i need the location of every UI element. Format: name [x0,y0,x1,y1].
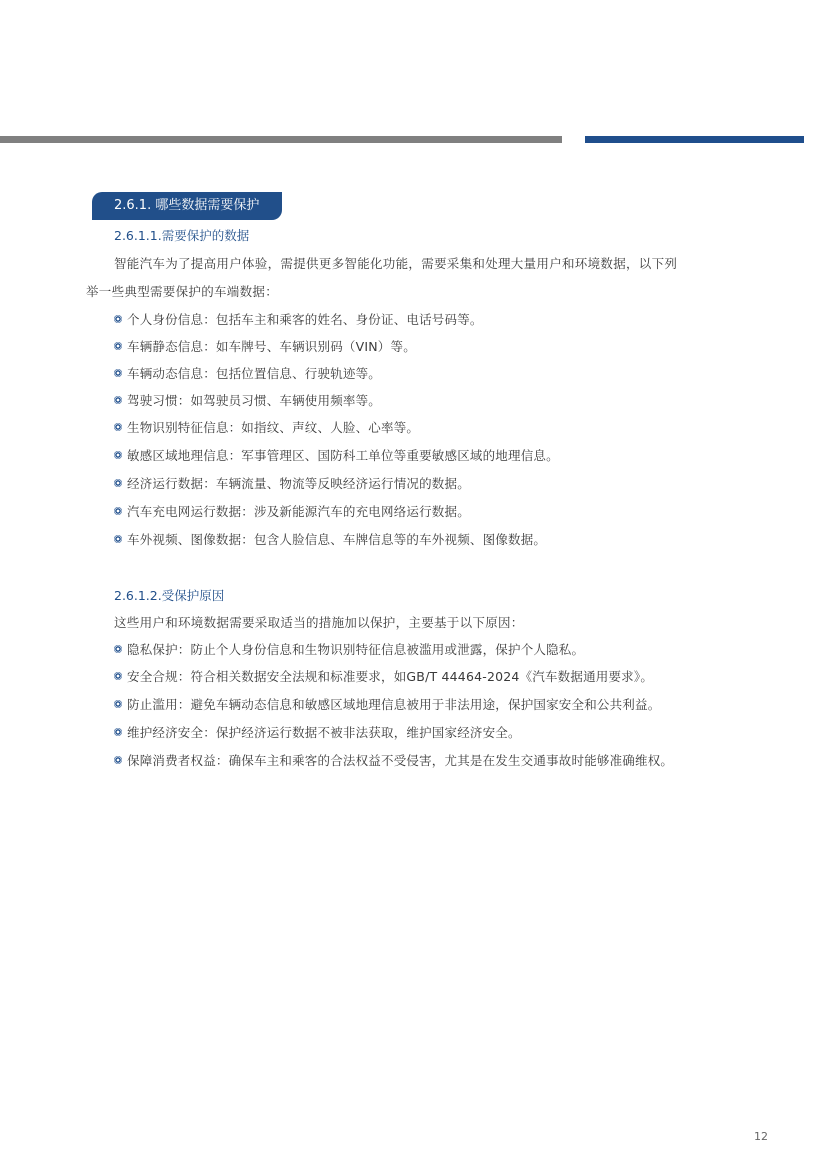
subsection-heading-2: 2.6.1.2.受保护原因 [114,588,225,603]
bullet-icon [114,396,122,404]
bullet-icon [114,535,122,543]
list-item: 车辆静态信息：如车牌号、车辆识别码（VIN）等。 [114,337,416,355]
bullet-icon [114,423,122,431]
bullet-icon [114,479,122,487]
list-item: 车辆动态信息：包括位置信息、行驶轨迹等。 [114,364,381,382]
bullet-icon [114,700,122,708]
header-gray-bar [0,136,562,143]
bullet-icon [114,672,122,680]
section-title: 2.6.1. 哪些数据需要保护 [92,192,282,220]
bullet-icon [114,369,122,377]
list-item: 汽车充电网运行数据：涉及新能源汽车的充电网络运行数据。 [114,502,470,520]
bullet-icon [114,728,122,736]
list-item: 个人身份信息：包括车主和乘客的姓名、身份证、电话号码等。 [114,310,483,328]
intro-paragraph-line-2: 举一些典型需要保护的车端数据： [86,284,279,299]
subsection-heading-1: 2.6.1.1.需要保护的数据 [114,228,250,243]
list-item: 敏感区域地理信息：军事管理区、国防科工单位等重要敏感区域的地理信息。 [114,446,559,464]
list-item: 经济运行数据：车辆流量、物流等反映经济运行情况的数据。 [114,474,470,492]
bullet-icon [114,645,122,653]
list-item: 隐私保护：防止个人身份信息和生物识别特征信息被滥用或泄露，保护个人隐私。 [114,640,584,658]
list-item: 车外视频、图像数据：包含人脸信息、车牌信息等的车外视频、图像数据。 [114,530,546,548]
list-item: 保障消费者权益：确保车主和乘客的合法权益不受侵害，尤其是在发生交通事故时能够准确维权。 [114,751,673,769]
bullet-icon [114,756,122,764]
list-item: 生物识别特征信息：如指纹、声纹、人脸、心率等。 [114,418,419,436]
header-blue-bar [585,136,804,143]
bullet-icon [114,451,122,459]
bullet-icon [114,315,122,323]
list-item: 维护经济安全：保护经济运行数据不被非法获取，维护国家经济安全。 [114,723,521,741]
intro-paragraph-line-1: 智能汽车为了提高用户体验，需提供更多智能化功能，需要采集和处理大量用户和环境数据，以下列 [114,256,678,271]
page-number: 12 [754,1130,768,1143]
list-item: 防止滥用：避免车辆动态信息和敏感区域地理信息被用于非法用途，保护国家安全和公共利益。 [114,695,660,713]
bullet-icon [114,507,122,515]
bullet-icon [114,342,122,350]
reasons-intro: 这些用户和环境数据需要采取适当的措施加以保护，主要基于以下原因： [114,615,524,630]
list-item: 安全合规：符合相关数据安全法规和标准要求，如GB/T 44464-2024《汽车数据通用要求》。 [114,667,653,685]
list-item: 驾驶习惯：如驾驶员习惯、车辆使用频率等。 [114,391,381,409]
